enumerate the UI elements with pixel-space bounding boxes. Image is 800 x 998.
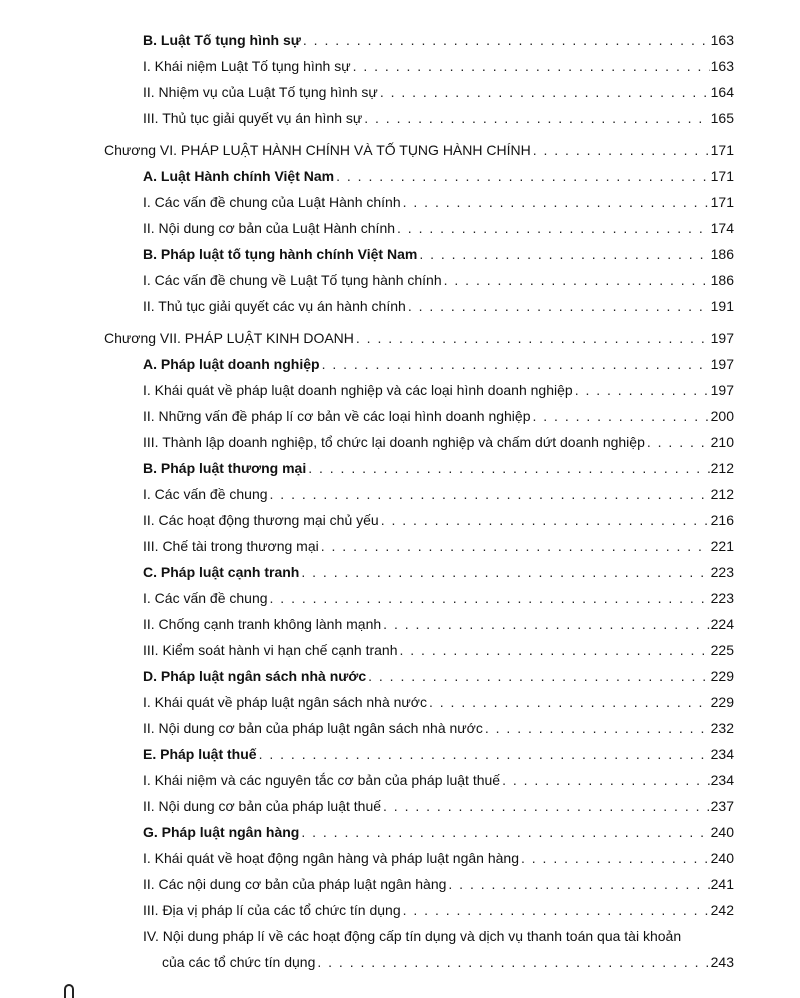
toc-page-number: 197 [710,382,734,398]
toc-page-number: 191 [710,298,734,314]
toc-entry-title: II. Chống cạnh tranh không lành mạnh [143,616,382,632]
dot-leader [321,533,710,559]
dot-leader [308,455,709,481]
toc-entry-title: I. Các vấn đề chung [143,590,268,606]
dot-leader [380,79,710,105]
toc-section-entry [0,819,800,845]
toc-subsection-entry [0,715,800,741]
toc-subsection-entry [0,845,800,871]
toc-page-number: 163 [710,58,734,74]
toc-entry-title: III. Địa vị pháp lí của các tổ chức tín dụng [143,902,401,918]
toc-entry-title: G. Pháp luật ngân hàng [143,824,300,840]
dot-leader [383,793,710,819]
dot-leader [301,819,709,845]
toc-page-number: 165 [710,110,734,126]
toc-page-number: 164 [710,84,734,100]
toc-section-entry [0,351,800,377]
toc-page-number: 171 [710,168,734,184]
toc-page-number: 232 [710,720,734,736]
dot-leader [485,715,710,741]
toc-entry-title: I. Khái quát về hoạt động ngân hàng và pháp luật ngân hàng [143,850,519,866]
toc-page-number: 197 [710,356,734,372]
dot-leader [419,241,709,267]
toc-entry-title: I. Khái niệm Luật Tố tụng hình sự [143,58,351,74]
toc-entry-title: III. Thành lập doanh nghiệp, tổ chức lại doanh nghiệp và chấm dứt doanh nghiệp [143,434,645,450]
dot-leader [521,845,710,871]
toc-entry-title: A. Pháp luật doanh nghiệp [143,356,320,372]
dot-leader [533,403,710,429]
toc-entry-title: C. Pháp luật cạnh tranh [143,564,300,580]
toc-page-number: 200 [710,408,734,424]
toc-page-number: 225 [710,642,734,658]
toc-section-entry [0,741,800,767]
toc-page-number: 229 [710,668,734,684]
dot-leader [381,507,710,533]
toc-chapter-entry [0,325,800,351]
dot-leader [301,559,709,585]
dot-leader [403,189,710,215]
toc-entry-title: III. Kiểm soát hành vi hạn chế cạnh tranh [143,642,398,658]
toc-subsection-entry [0,377,800,403]
toc-section-entry [0,455,800,481]
dot-leader [259,741,710,767]
toc-entry-title: I. Khái niệm và các nguyên tắc cơ bản của pháp luật thuế [143,772,501,788]
toc-page-number: 210 [710,434,734,450]
dot-leader [397,215,710,241]
toc-entry-title: B. Pháp luật tố tụng hành chính Việt Nam [143,246,418,262]
toc-entry-title-continued: của các tổ chức tín dụng [162,954,316,970]
toc-entry-title: B. Pháp luật thương mại [143,460,307,476]
dot-leader [647,429,710,455]
table-of-contents [0,27,800,975]
toc-page-number: 223 [710,590,734,606]
dot-leader [383,611,709,637]
toc-subsection-entry [0,53,800,79]
toc-page-number: 221 [710,538,734,554]
toc-entry-title: A. Luật Hành chính Việt Nam [143,168,335,184]
toc-entry-title: IV. Nội dung pháp lí về các hoạt động cấp tín dụng và dịch vụ thanh toán qua tài khoản [143,928,682,944]
toc-subsection-entry [0,585,800,611]
toc-subsection-entry [0,689,800,715]
toc-entry-title: Chương VI. PHÁP LUẬT HÀNH CHÍNH VÀ TỐ TỤNG HÀNH CHÍNH [104,142,531,158]
toc-page-number: 243 [710,954,734,970]
dot-leader [444,267,710,293]
toc-subsection-entry [0,871,800,897]
toc-subsection-entry [0,79,800,105]
toc-entry-title: II. Nhiệm vụ của Luật Tố tụng hình sự [143,84,378,100]
toc-entry-title: II. Các hoạt động thương mại chủ yếu [143,512,379,528]
toc-entry-title: D. Pháp luật ngân sách nhà nước [143,668,367,684]
dot-leader [317,949,709,975]
toc-entry-title: III. Chế tài trong thương mại [143,538,319,554]
toc-page-number: 223 [710,564,734,580]
toc-entry-title: II. Nội dung cơ bản của pháp luật ngân sách nhà nước [143,720,483,736]
dot-leader [353,53,710,79]
toc-page-number: 234 [710,746,734,762]
toc-page-number: 171 [710,194,734,210]
toc-subsection-entry [0,611,800,637]
toc-subsection-entry [0,189,800,215]
dot-leader [533,137,710,163]
toc-subsection-entry [0,793,800,819]
dot-leader [400,637,710,663]
toc-page-number: 174 [710,220,734,236]
toc-page-number: 241 [710,876,734,892]
toc-entry-title: II. Những vấn đề pháp lí cơ bản về các loại hình doanh nghiệp [143,408,531,424]
toc-subsection-entry [0,293,800,319]
toc-entry-title: II. Thủ tục giải quyết các vụ án hành chính [143,298,406,314]
dot-leader [368,663,710,689]
dot-leader [403,897,710,923]
toc-section-entry [0,241,800,267]
toc-page-number: 212 [710,486,734,502]
dot-leader [408,293,710,319]
dot-leader [322,351,710,377]
toc-entry-title: I. Các vấn đề chung về Luật Tố tụng hành chính [143,272,442,288]
toc-page-number: 186 [710,272,734,288]
toc-page-number: 197 [710,330,734,346]
toc-section-entry [0,663,800,689]
toc-page-number: 163 [710,32,734,48]
dot-leader [448,871,709,897]
dot-leader [502,767,710,793]
toc-page-number: 224 [710,616,734,632]
toc-entry-title: I. Khái quát về pháp luật ngân sách nhà nước [143,694,427,710]
toc-entry-title: E. Pháp luật thuế [143,746,257,762]
dot-leader [270,481,710,507]
toc-section-entry [0,559,800,585]
toc-entry-title: I. Các vấn đề chung [143,486,268,502]
toc-entry-title: II. Nội dung cơ bản của pháp luật thuế [143,798,382,814]
toc-entry-title: Chương VII. PHÁP LUẬT KINH DOANH [104,330,354,346]
toc-page-number: 216 [710,512,734,528]
dot-leader [429,689,710,715]
toc-page-number: 171 [710,142,734,158]
toc-entry-title: III. Thủ tục giải quyết vụ án hình sự [143,110,363,126]
toc-subsection-entry [0,481,800,507]
toc-subsection-entry [0,403,800,429]
dot-leader [270,585,710,611]
toc-subsection-entry [0,767,800,793]
toc-section-entry [0,27,800,53]
toc-entry-title: I. Các vấn đề chung của Luật Hành chính [143,194,401,210]
toc-entry-title: I. Khái quát về pháp luật doanh nghiệp và các loại hình doanh nghiệp [143,382,573,398]
toc-subsection-entry [0,637,800,663]
toc-entry-title: B. Luật Tố tụng hình sự [143,32,301,48]
toc-page-number: 240 [710,824,734,840]
toc-subsection-entry [0,215,800,241]
toc-page-number: 240 [710,850,734,866]
dot-leader [336,163,710,189]
toc-page-number: 242 [710,902,734,918]
dot-leader [364,105,709,131]
toc-page-number: 237 [710,798,734,814]
toc-entry-title: II. Nội dung cơ bản của Luật Hành chính [143,220,396,236]
toc-entry-title: II. Các nội dung cơ bản của pháp luật ngân hàng [143,876,447,892]
toc-page-number: 212 [710,460,734,476]
dot-leader [303,27,710,53]
toc-section-entry [0,163,800,189]
toc-page-number: 186 [710,246,734,262]
toc-page-number: 234 [710,772,734,788]
toc-page-number: 229 [710,694,734,710]
toc-subsection-entry [0,507,800,533]
toc-subsection-entry [0,533,800,559]
dot-leader [356,325,710,351]
toc-subsection-entry [0,267,800,293]
toc-subsection-entry [0,105,800,131]
toc-subsection-entry [0,897,800,923]
toc-subsection-entry [0,429,800,455]
toc-subsection-entry [0,923,800,975]
dot-leader [575,377,710,403]
toc-chapter-entry [0,137,800,163]
